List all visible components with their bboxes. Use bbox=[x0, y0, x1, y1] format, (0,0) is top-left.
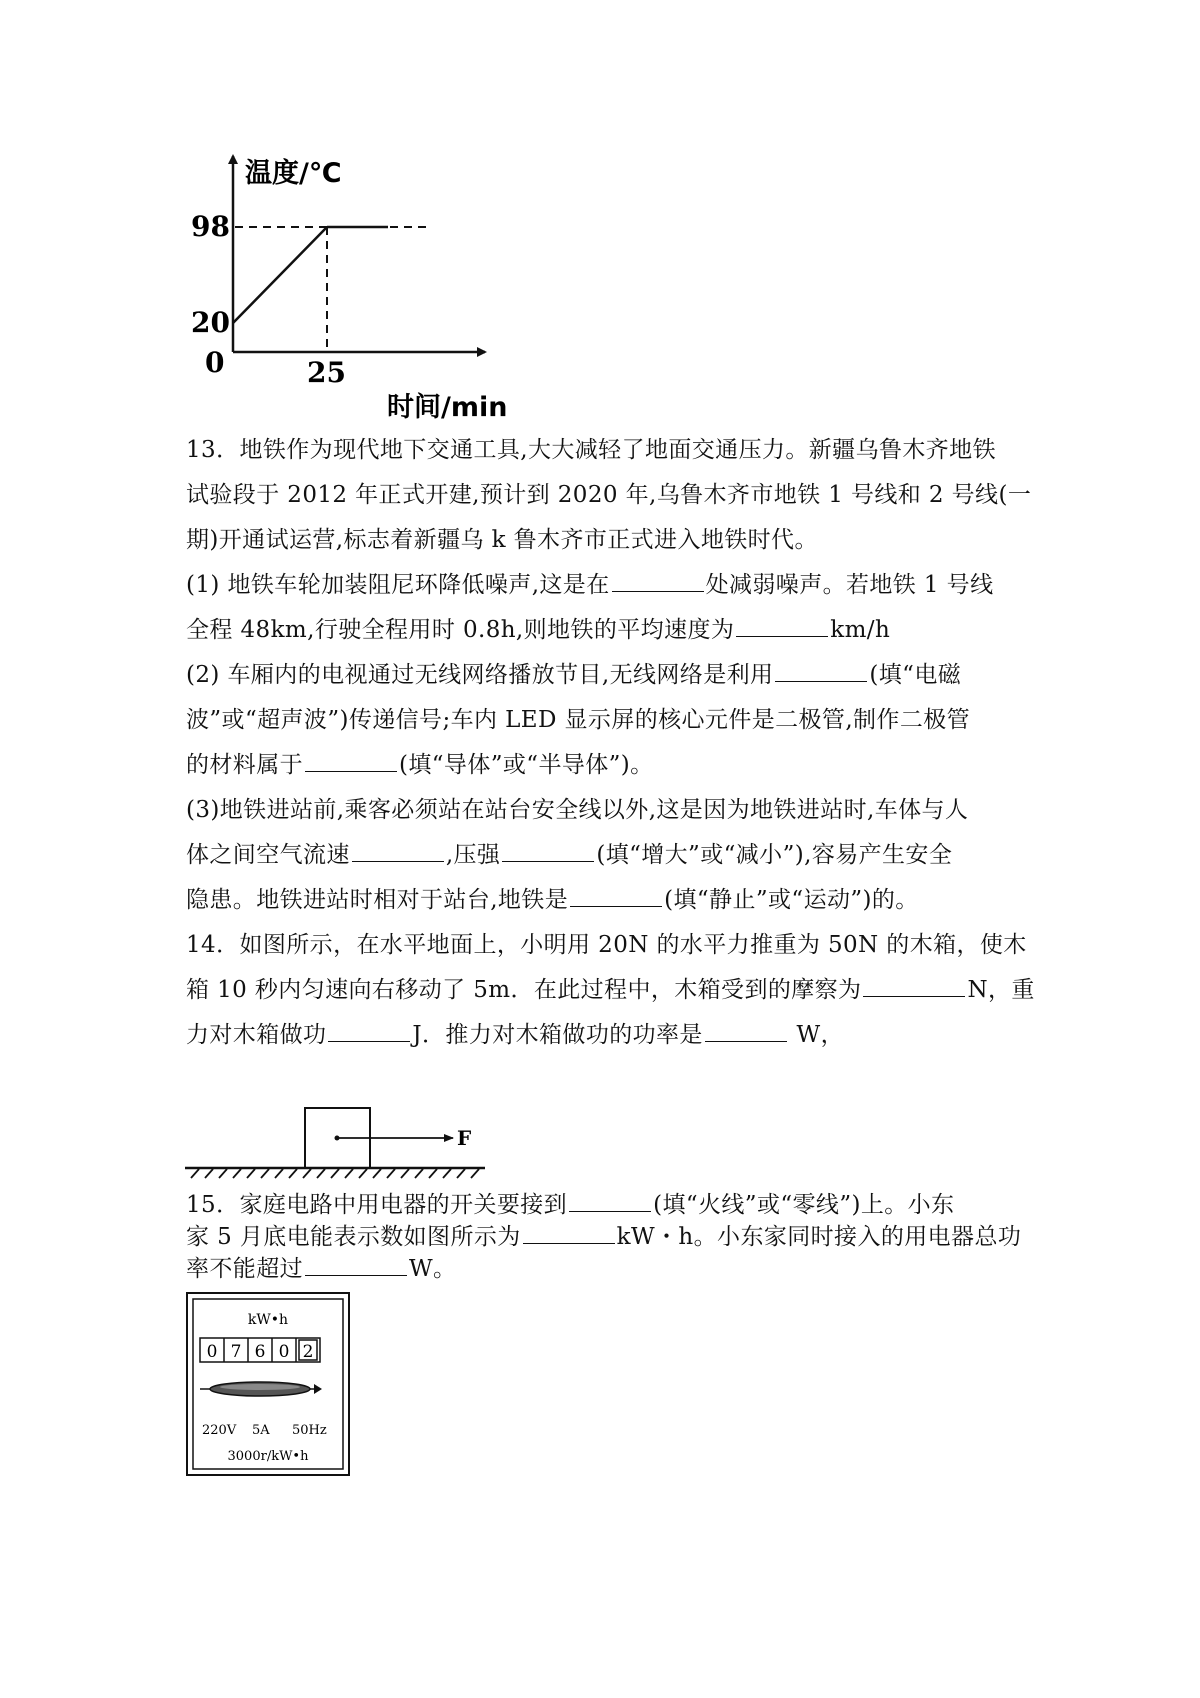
meter-unit: kW•h bbox=[247, 1312, 289, 1328]
x-tick-25: 25 bbox=[307, 356, 346, 389]
heating-line bbox=[233, 227, 327, 323]
answer-blank[interactable] bbox=[863, 970, 965, 997]
force-label: F bbox=[457, 1126, 472, 1150]
temperature-time-graph bbox=[185, 150, 525, 425]
q13-line: 全程 48km,行驶全程用时 0.8h,则地铁的平均速度为 km/h bbox=[186, 608, 1026, 653]
answer-blank[interactable] bbox=[705, 1015, 787, 1042]
q13-line: (3)地铁进站前,乘客必须站在站台安全线以外,这是因为地铁进站时,车体与人 bbox=[186, 797, 969, 823]
meter-frequency: 50Hz bbox=[292, 1423, 327, 1438]
q13-line: 13．地铁作为现代地下交通工具,大大减轻了地面交通压力。新疆乌鲁木齐地铁 bbox=[186, 437, 996, 463]
y-tick-20: 20 bbox=[191, 306, 230, 339]
meter-digit: 0 bbox=[278, 1342, 290, 1362]
answer-blank[interactable] bbox=[305, 745, 397, 772]
question-15 bbox=[186, 1185, 1026, 1281]
q15-line: 15．家庭电路中用电器的开关要接到 (填“火线”或“零线”)上。小东 bbox=[186, 1185, 1026, 1217]
ground-hatching bbox=[191, 1169, 479, 1178]
box-on-ground-figure bbox=[185, 1100, 1035, 1180]
y-axis-label: 温度/℃ bbox=[245, 158, 342, 189]
q15-line: 率不能超过 W。 bbox=[186, 1249, 1026, 1281]
answer-blank[interactable] bbox=[305, 1249, 407, 1276]
answer-blank[interactable] bbox=[523, 1217, 615, 1244]
meter-voltage: 220V bbox=[202, 1423, 237, 1438]
answer-blank[interactable] bbox=[569, 1185, 651, 1212]
y-tick-98: 98 bbox=[191, 210, 230, 243]
origin-label: 0 bbox=[205, 346, 225, 379]
meter-current: 5A bbox=[252, 1423, 270, 1438]
x-axis-label: 时间/min bbox=[387, 392, 508, 423]
meter-digit: 0 bbox=[206, 1342, 218, 1362]
answer-blank[interactable] bbox=[352, 835, 444, 862]
q13-line: 体之间空气流速 ,压强 (填“增大”或“减小”),容易产生安全 bbox=[186, 833, 1026, 878]
q14-line: 箱 10 秒内匀速向右移动了 5m．在此过程中，木箱受到的摩察为 N，重 bbox=[186, 968, 1026, 1013]
answer-blank[interactable] bbox=[775, 655, 867, 682]
q13-line: 的材料属于 (填“导体”或“半导体”)。 bbox=[186, 743, 1026, 788]
q13-line: 波”或“超声波”)传递信号;车内 LED 显示屏的核心元件是二极管,制作二极管 bbox=[186, 707, 971, 733]
answer-blank[interactable] bbox=[570, 880, 662, 907]
answer-blank[interactable] bbox=[612, 565, 704, 592]
electric-meter-figure bbox=[186, 1292, 350, 1476]
q14-line: 14．如图所示，在水平地面上，小明用 20N 的水平力推重为 50N 的木箱，使木 bbox=[186, 932, 1027, 958]
question-14 bbox=[186, 923, 1035, 1058]
q13-line: (2) 车厢内的电视通过无线网络播放节目,无线网络是利用 (填“电磁 bbox=[186, 653, 1026, 698]
q13-line: 试验段于 2012 年正式开建,预计到 2020 年,乌鲁木齐市地铁 1 号线和 2 号线(一 bbox=[186, 482, 1032, 508]
q13-line: 隐患。地铁进站时相对于站台,地铁是 (填“静止”或“运动”)的。 bbox=[186, 878, 1026, 923]
question-13 bbox=[186, 428, 1032, 923]
meter-digit: 6 bbox=[254, 1342, 266, 1362]
meter-digit: 2 bbox=[302, 1342, 314, 1362]
q13-line: 期)开通试运营,标志着新疆乌 k 鲁木齐市正式进入地铁时代。 bbox=[186, 527, 818, 553]
meter-constant: 3000r/kW•h bbox=[227, 1449, 309, 1464]
meter-digit: 7 bbox=[230, 1342, 242, 1362]
answer-blank[interactable] bbox=[328, 1015, 410, 1042]
answer-blank[interactable] bbox=[736, 610, 828, 637]
q15-line: 家 5 月底电能表示数如图所示为 kW・h。小东家同时接入的用电器总功 bbox=[186, 1217, 1026, 1249]
q14-line: 力对木箱做功 J．推力对木箱做功的功率是 W， bbox=[186, 1013, 1026, 1058]
q13-line: (1) 地铁车轮加装阻尼环降低噪声,这是在 处减弱噪声。若地铁 1 号线 bbox=[186, 563, 1026, 608]
answer-blank[interactable] bbox=[502, 835, 594, 862]
